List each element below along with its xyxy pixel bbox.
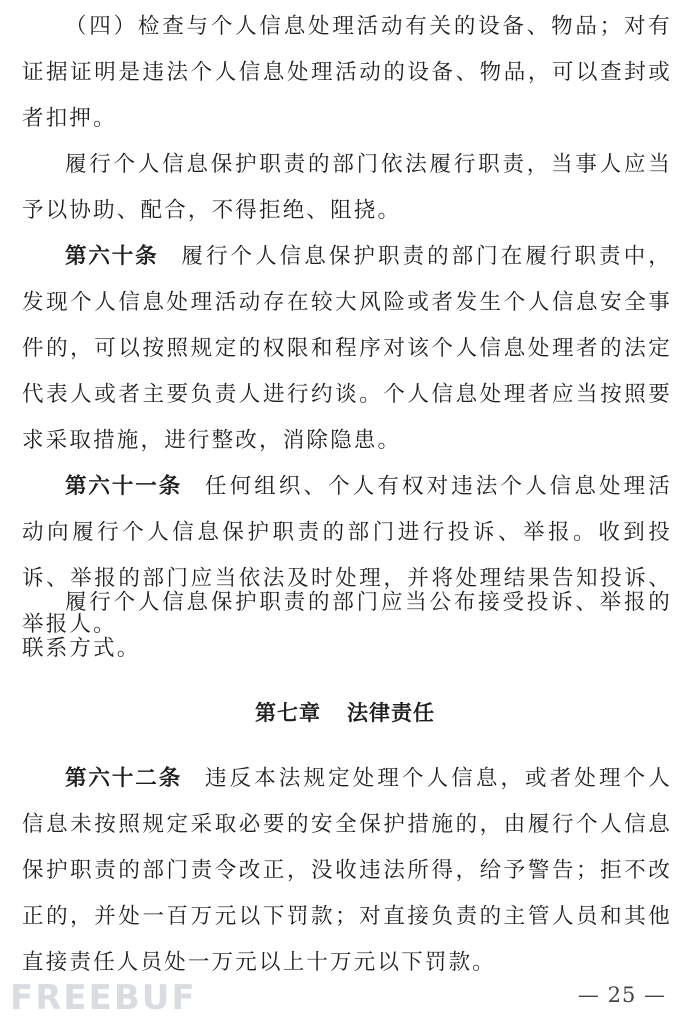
paragraph-cooperation [22,142,672,234]
article-text: 任何组织、个人有权对违法个人信息处理活动向履行个人信息保护职责的部门进行投诉、举报。收到投诉、举报的部门应当依法及时处理，并将处理结果告知投诉、举报人。 [22,474,672,637]
article-text: 违反本法规定处理个人信息，或者处理个人信息未按照规定采取必要的安全保护措施的，由履行个人信息保护职责的部门责令改正，没收违法所得，给予警告；拒不改正的，并处一百万元以下罚款；对直接负责的主管人员和其他直接责任人员处一万元以上十万元以下罚款。 [22,766,672,975]
page-number: — 25 — [577,983,666,1007]
chapter-heading [0,690,690,736]
article-62 [22,756,672,986]
paragraph-text: （四）检查与个人信息处理活动有关的设备、物品；对有证据证明是违法个人信息处理活动的设备、物品，可以查封或者扣押。 [22,14,672,131]
article-heading: 第六十条 [65,244,159,269]
article-heading: 第六十一条 [65,474,183,499]
article-text: 履行个人信息保护职责的部门在履行职责中，发现个人信息处理活动存在较大风险或者发生个人信息安全事件的，可以按照规定的权限和程序对该个人信息处理者的法定代表人或者主要负责人进行约谈。个人信息处理者应当按照要求采取措施，进行整改，消除隐患。 [22,244,672,453]
chapter-number: 第七章 [255,701,321,725]
paragraph-contact [22,580,672,672]
paragraph-text: 履行个人信息保护职责的部门应当公布接受投诉、举报的联系方式。 [22,590,672,661]
freebuf-watermark: FREEBUF [10,978,197,1018]
article-heading: 第六十二条 [65,766,183,791]
article-60 [22,234,672,464]
paragraph-text: 履行个人信息保护职责的部门依法履行职责，当事人应当予以协助、配合，不得拒绝、阻挠。 [22,152,672,223]
chapter-title: 法律责任 [347,701,435,725]
paragraph-item-four [22,4,672,142]
